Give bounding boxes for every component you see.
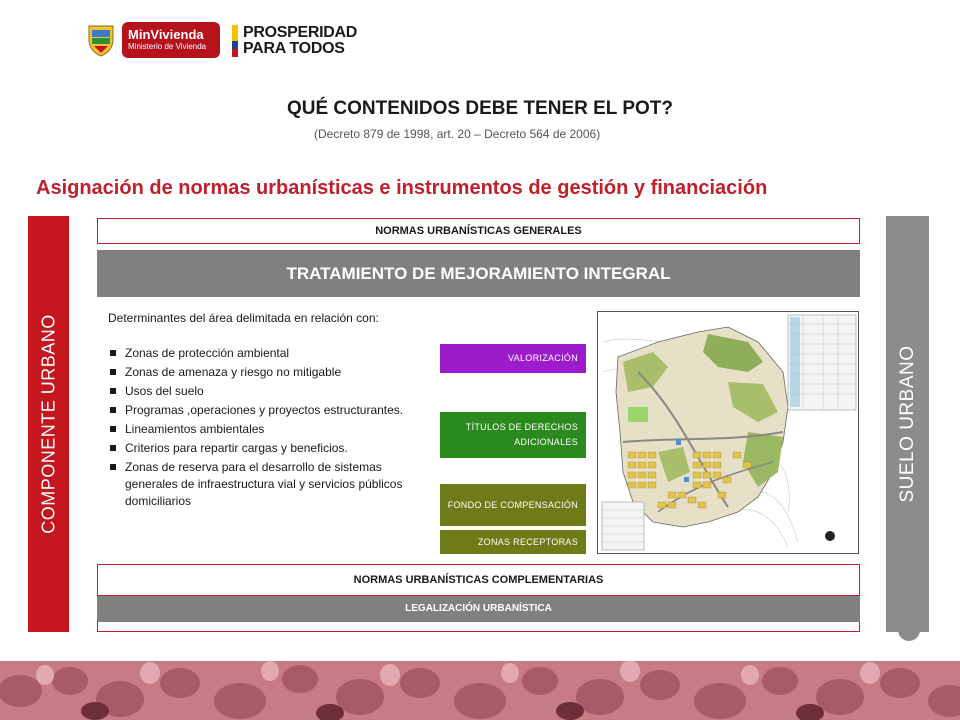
slogan-line-2: PARA TODOS [243, 40, 345, 57]
legalizacion-bar: LEGALIZACIÓN URBANÍSTICA [97, 596, 860, 622]
list-item: Lineamientos ambientales [108, 421, 418, 438]
componente-urbano-label: COMPONENTE URBANO [38, 314, 58, 534]
tratamiento-bar: TRATAMIENTO DE MEJORAMIENTO INTEGRAL [97, 250, 860, 297]
suelo-urbano-bar [886, 216, 929, 632]
titulos-tag: TÍTULOS DE DERECHOS ADICIONALES [440, 412, 586, 458]
normas-generales-box: NORMAS URBANÍSTICAS GENERALES [97, 218, 860, 244]
list-item: Criterios para repartir cargas y beneficios. [108, 440, 418, 457]
zonas-tag: ZONAS RECEPTORAS [440, 530, 586, 554]
page-subtitle: (Decreto 879 de 1998, art. 20 – Decreto 564 de 2006) [314, 127, 601, 141]
list-item: Programas ,operaciones y proyectos estructurantes. [108, 402, 418, 419]
fondo-tag: FONDO DE COMPENSACIÓN [440, 484, 586, 526]
flag-icon [232, 25, 238, 57]
minvivienda-logo [86, 20, 226, 60]
determinantes-text [108, 310, 418, 512]
map-graphic [598, 312, 859, 554]
normas-complementarias-box: NORMAS URBANÍSTICAS COMPLEMENTARIAS [97, 564, 860, 596]
legalizacion-frame [97, 622, 860, 632]
list-item: Zonas de amenaza y riesgo no mitigable [108, 364, 418, 381]
ministry-subtitle: Ministerio de Vivienda [128, 42, 207, 51]
determinantes-intro: Determinantes del área delimitada en relación con: [108, 311, 379, 325]
urban-plan-map [597, 311, 859, 554]
list-item: Usos del suelo [108, 383, 418, 400]
list-item: Zonas de reserva para el desarrollo de sistemas generales de infraestructura vial y servicios públicos domiciliarios [108, 459, 418, 510]
decorative-circle [898, 619, 920, 641]
list-item: Zonas de protección ambiental [108, 345, 418, 362]
crowd-photo-graphic [0, 661, 960, 720]
valorizacion-tag: VALORIZACIÓN [440, 344, 586, 373]
suelo-urbano-label: SUELO URBANO [896, 345, 918, 503]
coat-of-arms-icon [86, 22, 116, 58]
ministry-badge [122, 22, 220, 58]
page-title: QUÉ CONTENIDOS DEBE TENER EL POT? [286, 98, 674, 119]
componente-urbano-bar [28, 216, 69, 632]
slogan-line-1: PROSPERIDAD [243, 24, 358, 41]
section-heading: Asignación de normas urbanísticas e instrumentos de gestión y financiación [36, 177, 768, 199]
ministry-name: MinVivienda [128, 27, 204, 42]
determinantes-list [108, 345, 418, 510]
crowd-photo [0, 661, 960, 720]
prosperidad-logo [232, 22, 362, 60]
